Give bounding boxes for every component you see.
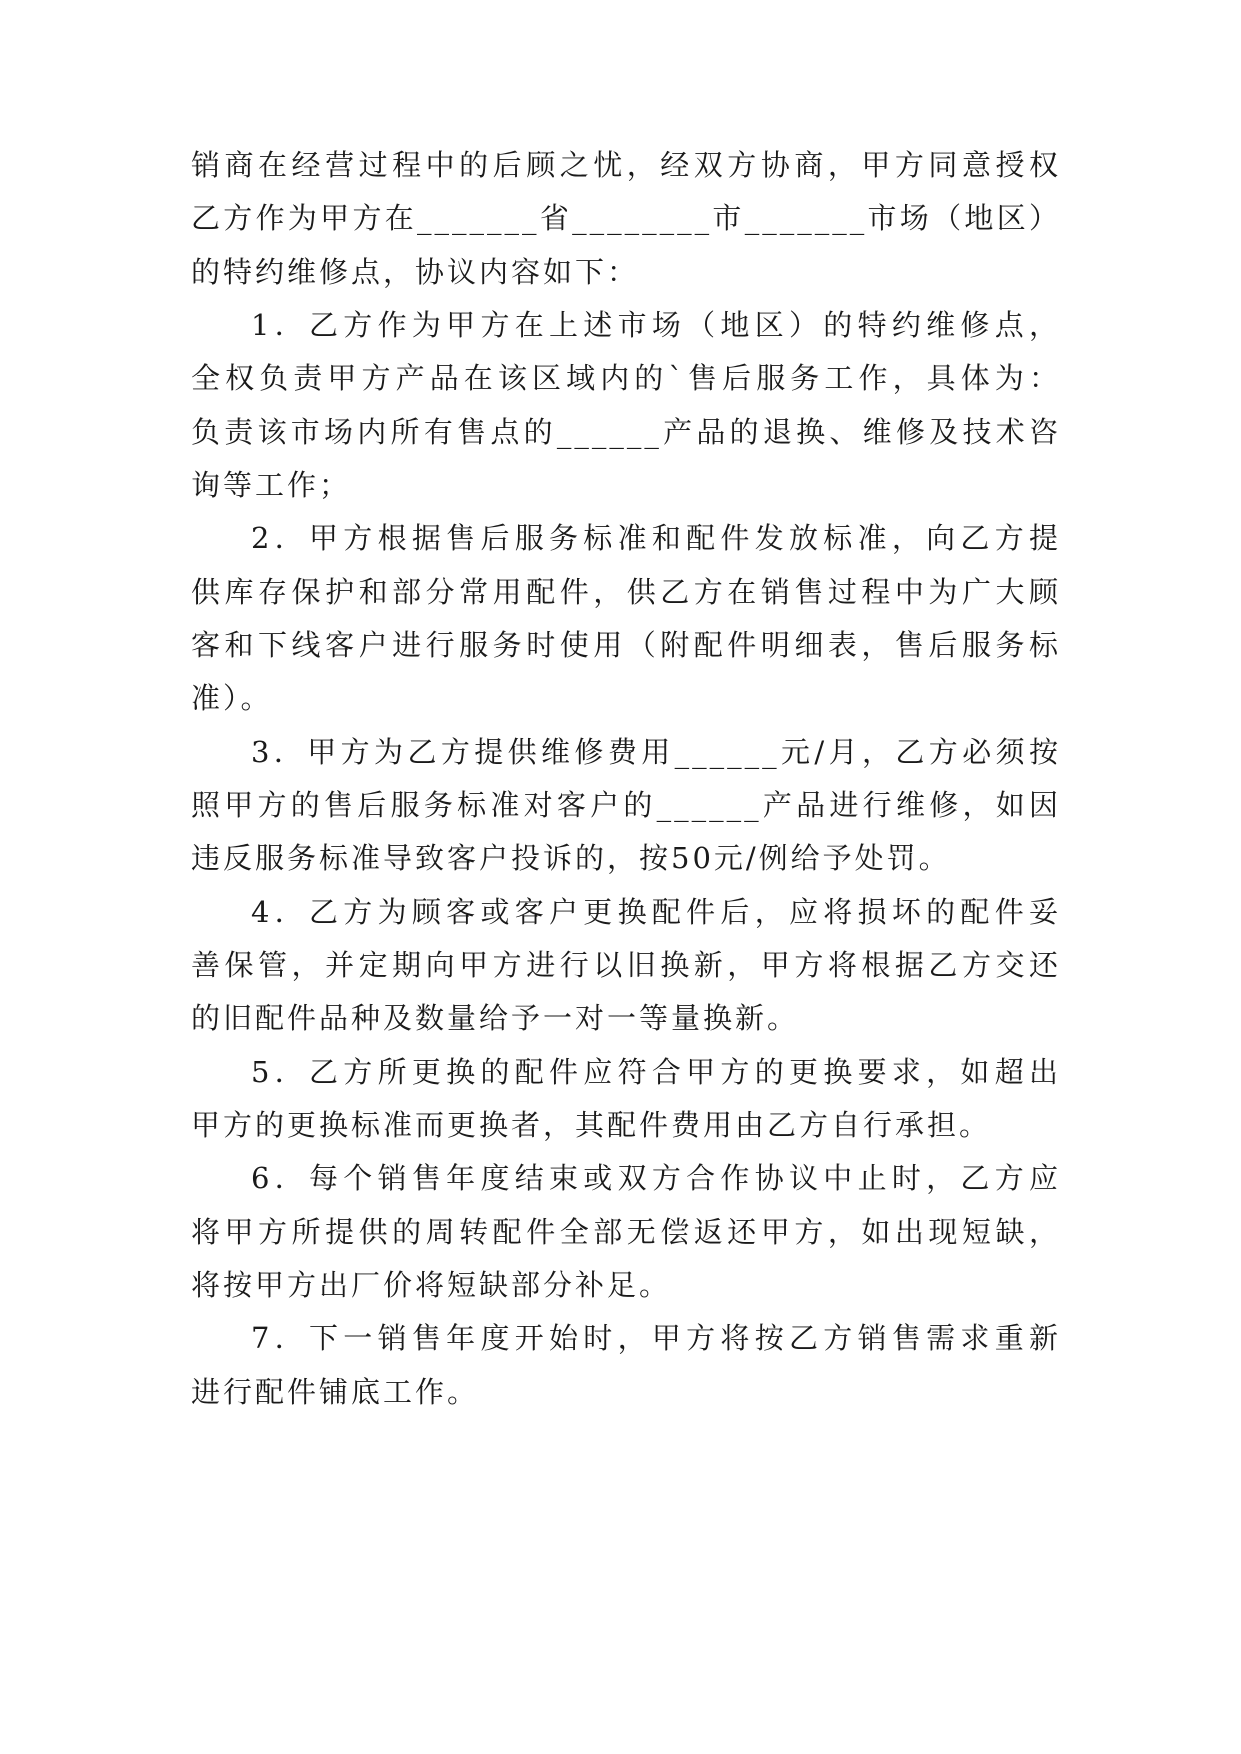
text-line: 照甲方的售后服务标准对客户的______产品进行维修，如因	[191, 788, 1061, 822]
text-line: 的特约维修点，协议内容如下：	[191, 255, 640, 289]
text-line: 销商在经营过程中的后顾之忧，经双方协商，甲方同意授权	[191, 148, 1061, 182]
clause-7-start: 7．下一销售年度开始时，甲方将按乙方销售需求重新	[251, 1321, 1061, 1355]
text-line: 负责该市场内所有售点的______产品的退换、维修及技术咨	[191, 415, 1061, 449]
clause-6-start: 6．每个销售年度结束或双方合作协议中止时，乙方应	[251, 1161, 1061, 1195]
text-line: 准）。	[191, 681, 273, 715]
text-line: 询等工作；	[191, 468, 352, 502]
clause-2-start: 2．甲方根据售后服务标准和配件发放标准，向乙方提	[251, 521, 1061, 555]
text-line: 善保管，并定期向甲方进行以旧换新，甲方将根据乙方交还	[191, 948, 1061, 982]
text-line: 进行配件铺底工作。	[191, 1375, 480, 1409]
text-line: 违反服务标准导致客户投诉的，按50元/例给予处罚。	[191, 841, 951, 875]
text-line: 客和下线客户进行服务时使用（附配件明细表，售后服务标	[191, 628, 1061, 662]
clause-3-start: 3．甲方为乙方提供维修费用______元/月，乙方必须按	[251, 735, 1061, 769]
text-line: 乙方作为甲方在_______省________市_______市场（地区）	[191, 201, 1061, 235]
text-line: 将按甲方出厂价将短缺部分补足。	[191, 1268, 672, 1302]
clause-1-start: 1．乙方作为甲方在上述市场（地区）的特约维修点，	[251, 308, 1061, 342]
text-line: 甲方的更换标准而更换者，其配件费用由乙方自行承担。	[191, 1108, 992, 1142]
text-line: 供库存保护和部分常用配件，供乙方在销售过程中为广大顾	[191, 575, 1061, 609]
clause-5-start: 5．乙方所更换的配件应符合甲方的更换要求，如超出	[251, 1055, 1061, 1089]
clause-4-start: 4．乙方为顾客或客户更换配件后，应将损坏的配件妥	[251, 895, 1061, 929]
text-line: 的旧配件品种及数量给予一对一等量换新。	[191, 1001, 800, 1035]
text-line: 全权负责甲方产品在该区域内的`售后服务工作，具体为：	[191, 361, 1061, 395]
text-line: 将甲方所提供的周转配件全部无偿返还甲方，如出现短缺，	[191, 1215, 1061, 1249]
